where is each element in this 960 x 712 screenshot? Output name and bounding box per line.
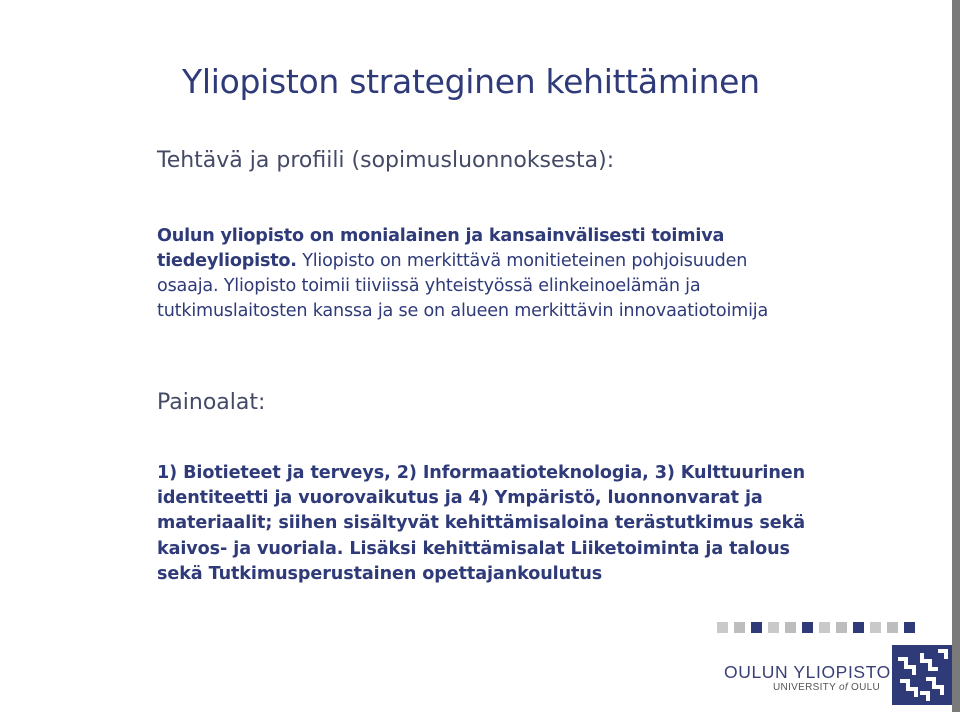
slide-title: Yliopiston strateginen kehittäminen [182, 62, 760, 101]
slide-subtitle: Tehtävä ja profiili (sopimusluonnoksesta): [157, 148, 615, 173]
painoalat-text: 1) Biotieteet ja terveys, 2) Informaatioteknologia, 3) Kulttuurinen identiteetti ja vuorovaikutus ja 4) Ympäristö, luonnonvarat ja materiaalit; siihen sisältyvät kehittämisaloina terästutkimus sekä kaivos- ja vuoriala. Lisäksi kehittämisalat Liiketoiminta ja talous sekä Tutkimusperustainen opettajankoulutus [157, 463, 806, 584]
decorative-square [717, 622, 728, 633]
logo-name: OULUN YLIOPISTO [724, 662, 891, 682]
painoalat-heading: Painoalat: [157, 390, 266, 415]
logo-sub-prefix: UNIVERSITY [773, 682, 836, 693]
logo-sub-of: of [838, 682, 848, 693]
decorative-square [853, 622, 864, 633]
logo-sub-suffix: OULU [851, 682, 880, 693]
decorative-square [751, 622, 762, 633]
decorative-square [768, 622, 779, 633]
profile-paragraph-bold: Oulun yliopisto on monialainen ja kansainvälisesti toimiva tiedeyliopisto. [157, 226, 725, 271]
decorative-squares [717, 622, 915, 633]
logo-subtitle [724, 682, 880, 693]
decorative-square [887, 622, 898, 633]
decorative-square [802, 622, 813, 633]
decorative-square [734, 622, 745, 633]
university-logo-mark-icon [892, 645, 952, 705]
profile-paragraph [157, 224, 797, 324]
decorative-square [819, 622, 830, 633]
decorative-square [836, 622, 847, 633]
decorative-square [785, 622, 796, 633]
profile-paragraph-rest: Yliopisto on merkittävä monitieteinen pohjoisuuden osaaja. Yliopisto toimii tiiviissä yhteistyössä elinkeinoelämän ja tutkimuslaitosten kanssa ja se on alueen merkittävin innovaatiotoimija [157, 251, 769, 321]
decorative-square [904, 622, 915, 633]
university-logo-text [724, 662, 891, 693]
decorative-square [870, 622, 881, 633]
